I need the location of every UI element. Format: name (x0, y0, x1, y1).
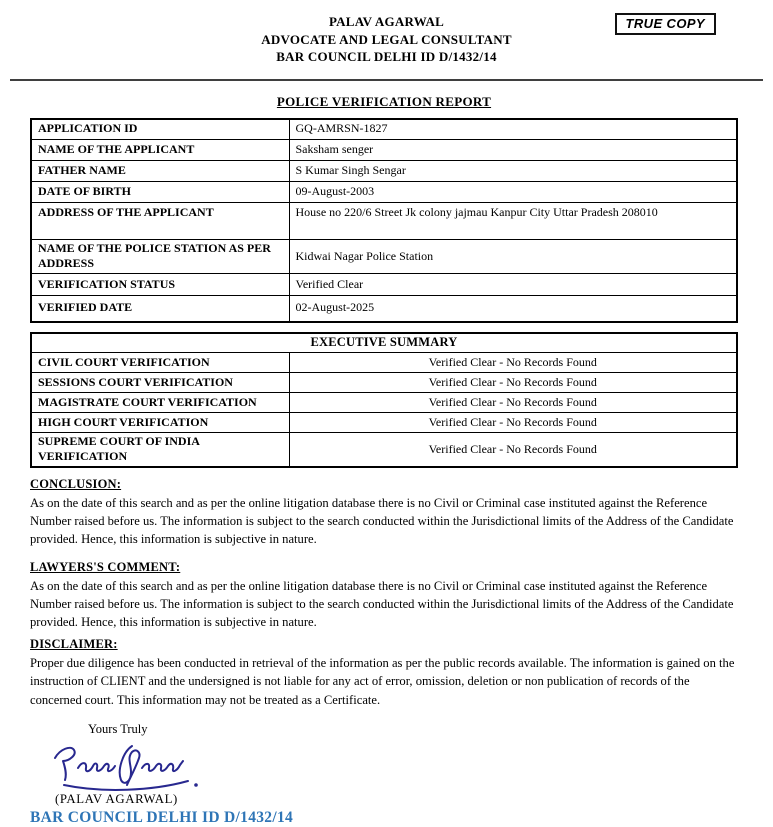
row-label: VERIFICATION STATUS (31, 274, 289, 296)
signatory-name: (PALAV AGARWAL) (55, 791, 178, 806)
row-value: Verified Clear - No Records Found (289, 393, 737, 413)
table-row (31, 413, 737, 433)
table-row (31, 296, 737, 322)
advocate-name: PALAV AGARWAL (328, 14, 445, 29)
table-row (31, 140, 737, 161)
conclusion-section (30, 477, 738, 549)
handwritten-signature-icon (52, 740, 204, 792)
row-value: Verified Clear - No Records Found (289, 373, 737, 393)
row-label: APPLICATION ID (31, 119, 289, 140)
closing-block (30, 722, 738, 827)
lawyers-comment-section (30, 560, 738, 632)
conclusion-text: As on the date of this search and as per the online litigation database there is no Civil or Criminal case instituted against the Reference Number raised before us. The information is subject to the search conducted within the Jurisdictional limits of the Address of the Candidate provided. Hence, this information is subjective in nature. (30, 496, 734, 547)
row-value: GQ-AMRSN-1827 (289, 119, 737, 140)
footer-bar-council-id: BAR COUNCIL DELHI ID D/1432/14 (30, 808, 294, 826)
true-copy-stamp-label: TRUE COPY (625, 16, 705, 31)
row-label: FATHER NAME (31, 161, 289, 182)
table-row (31, 433, 737, 468)
row-label: ADDRESS OF THE APPLICANT (31, 203, 289, 240)
row-value: 02-August-2025 (289, 296, 737, 322)
row-value: Saksham senger (289, 140, 737, 161)
executive-summary-title: EXECUTIVE SUMMARY (31, 333, 737, 353)
table-row (31, 119, 737, 140)
table-row (31, 240, 737, 274)
table-row (31, 393, 737, 413)
table-row (31, 353, 737, 373)
table-header-row (31, 333, 737, 353)
row-label: NAME OF THE POLICE STATION AS PER ADDRESS (31, 240, 289, 274)
row-value: Verified Clear - No Records Found (289, 433, 737, 468)
row-label: SESSIONS COURT VERIFICATION (31, 373, 289, 393)
table-row (31, 182, 737, 203)
executive-summary-table (30, 332, 738, 469)
applicant-details-table (30, 118, 738, 323)
row-value: Kidwai Nagar Police Station (289, 240, 737, 274)
row-value: Verified Clear (289, 274, 737, 296)
table-row (31, 274, 737, 296)
row-value: House no 220/6 Street Jk colony jajmau Kanpur City Uttar Pradesh 208010 (289, 203, 737, 240)
lawyers-comment-text: As on the date of this search and as per the online litigation database there is no Civil or Criminal case instituted against the Reference Number raised before us. The information is subject to the search conducted within the Jurisdictional limits of the Address of the Candidate provided. Hence, this information is subjective in nature. (30, 578, 734, 630)
table-row (31, 203, 737, 240)
table-row (31, 373, 737, 393)
row-value: 09-August-2003 (289, 182, 737, 203)
conclusion-heading: CONCLUSION: (30, 477, 122, 491)
valediction: Yours Truly (88, 721, 148, 736)
row-value: S Kumar Singh Sengar (289, 161, 737, 182)
advocate-bar-id: BAR COUNCIL DELHI ID D/1432/14 (276, 49, 497, 64)
row-label: HIGH COURT VERIFICATION (31, 413, 289, 433)
true-copy-stamp (615, 13, 716, 35)
row-label: VERIFIED DATE (31, 296, 289, 322)
header-divider (10, 79, 763, 81)
disclaimer-section (30, 637, 738, 709)
row-label: DATE OF BIRTH (31, 182, 289, 203)
table-row (31, 161, 737, 182)
lawyers-comment-heading: LAWYERS'S COMMENT: (30, 559, 181, 574)
row-label: NAME OF THE APPLICANT (31, 140, 289, 161)
disclaimer-text: Proper due diligence has been conducted in retrieval of the information as per the public records available. The information is gained on the instruction of CLIENT and the undersigned is not liable for any act of error, omission, deletion or non publication of records of the concerned court. This information may not be treated as a Certificate. (30, 656, 735, 707)
row-value: Verified Clear - No Records Found (289, 413, 737, 433)
report-body (30, 94, 738, 827)
row-value: Verified Clear - No Records Found (289, 353, 737, 373)
signature-image (52, 740, 738, 792)
advocate-role: ADVOCATE AND LEGAL CONSULTANT (261, 31, 512, 47)
report-title: POLICE VERIFICATION REPORT (276, 93, 492, 109)
row-label: MAGISTRATE COURT VERIFICATION (31, 393, 289, 413)
row-label: SUPREME COURT OF INDIA VERIFICATION (31, 433, 289, 468)
disclaimer-heading: DISCLAIMER: (30, 637, 118, 652)
row-label: CIVIL COURT VERIFICATION (31, 353, 289, 373)
